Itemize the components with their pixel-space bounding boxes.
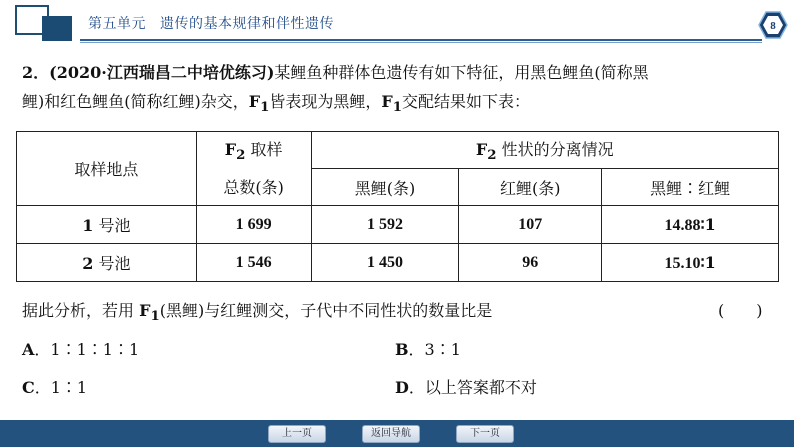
footer-nav-bar: [0, 420, 794, 447]
f1-symbol-2: F: [381, 92, 393, 111]
question-number: 2．: [22, 63, 50, 82]
cell-black: 1 450: [311, 244, 459, 282]
back-to-nav-button[interactable]: 返回导航: [362, 425, 420, 443]
question-line2-c: 交配结果如下表：: [402, 92, 531, 111]
option-d: [395, 375, 537, 398]
option-c-text: ．1∶1: [34, 378, 88, 397]
option-a-label: A: [22, 340, 35, 359]
header-f2-total-bottom: 总数(条): [196, 169, 311, 206]
cell-red: 96: [459, 244, 602, 282]
cell-black: 1 592: [311, 206, 459, 244]
question-line2-a: 鲤)和红色鲤鱼(简称红鲤)杂交，: [22, 92, 249, 111]
cell-total: 1 699: [196, 206, 311, 244]
cell-location: [17, 206, 197, 244]
stem-f1: F: [139, 301, 151, 320]
question-source: (2020·江西瑞昌二中培优练习): [49, 63, 275, 82]
header-f2-total-label: 取样: [245, 140, 283, 160]
cell-total: 1 546: [196, 244, 311, 282]
option-a-text: ．1∶1∶1∶1: [34, 340, 140, 359]
f2-subscript-2: 2: [487, 147, 497, 164]
table-row: [17, 244, 779, 282]
stem-part1: 据此分析，若用: [22, 301, 140, 320]
option-b: [395, 337, 461, 360]
pond-number: 1: [82, 216, 94, 235]
pond-label: 号池: [93, 254, 131, 273]
option-b-label: B: [395, 340, 409, 359]
pond-label: 号池: [93, 216, 131, 235]
option-b-text: ．3∶1: [408, 340, 461, 359]
header-topic: 遗传的基本规律和伴性遗传: [160, 16, 334, 32]
next-page-button[interactable]: 下一页: [456, 425, 514, 443]
table-header-row-1: [17, 132, 779, 169]
f2-subscript: 2: [236, 147, 246, 164]
question-line2-b: 皆表现为黑鲤，: [269, 92, 382, 111]
header-rule-thin: [80, 42, 762, 43]
cell-ratio: [602, 244, 779, 282]
cell-red: 107: [459, 206, 602, 244]
page-number: 8: [770, 20, 776, 32]
question-line-2: [22, 87, 782, 122]
header-f2-sep-label: 性状的分离情况: [496, 139, 614, 159]
page-number-hex-icon: [757, 10, 789, 40]
option-a: [22, 337, 139, 360]
question-line-1: [22, 58, 782, 87]
ratio-value: 15.10: [664, 254, 701, 272]
option-c: [22, 375, 87, 398]
cell-ratio: [602, 206, 779, 244]
header-f2-total-top: [196, 132, 311, 169]
header-title: [88, 13, 348, 33]
header-red: 红鲤(条): [459, 169, 602, 206]
header-black: 黑鲤(条): [311, 169, 459, 206]
header-rule: [80, 39, 762, 41]
f1-subscript-2: 1: [392, 99, 403, 116]
option-c-label: C: [22, 378, 35, 397]
header-ratio: 黑鲤∶红鲤: [602, 169, 779, 206]
stem-f1-sub: 1: [150, 308, 160, 325]
ratio-value: 14.88: [664, 216, 701, 234]
prev-page-button[interactable]: 上一页: [268, 425, 326, 443]
answer-paren: ( ): [718, 301, 763, 320]
ratio-sep: ∶1: [700, 214, 716, 234]
f2-symbol: F: [224, 140, 237, 160]
table-row: [17, 206, 779, 244]
pond-number: 2: [82, 254, 94, 273]
ratio-sep: ∶1: [700, 252, 716, 272]
header-unit: 第五单元: [88, 16, 146, 32]
data-table: [16, 131, 779, 282]
f2-symbol-2: F: [475, 139, 488, 159]
header-location: 取样地点: [17, 132, 197, 206]
question-text: [22, 58, 782, 122]
f1-subscript: 1: [260, 99, 270, 116]
header-decor-fill: [42, 16, 72, 41]
header-f2-separation: [311, 132, 778, 169]
stem-part2: (黑鲤)与红鲤测交，子代中不同性状的数量比是: [159, 301, 493, 320]
option-d-label: D: [395, 378, 409, 397]
option-d-text: ．以上答案都不对: [408, 378, 537, 397]
cell-location: [17, 244, 197, 282]
page-header: [0, 0, 794, 46]
f1-symbol: F: [248, 92, 261, 111]
question-stem: [22, 298, 492, 324]
question-line1-rest: 某鲤鱼种群体色遗传有如下特征，用黑色鲤鱼(简称黑: [274, 63, 649, 82]
